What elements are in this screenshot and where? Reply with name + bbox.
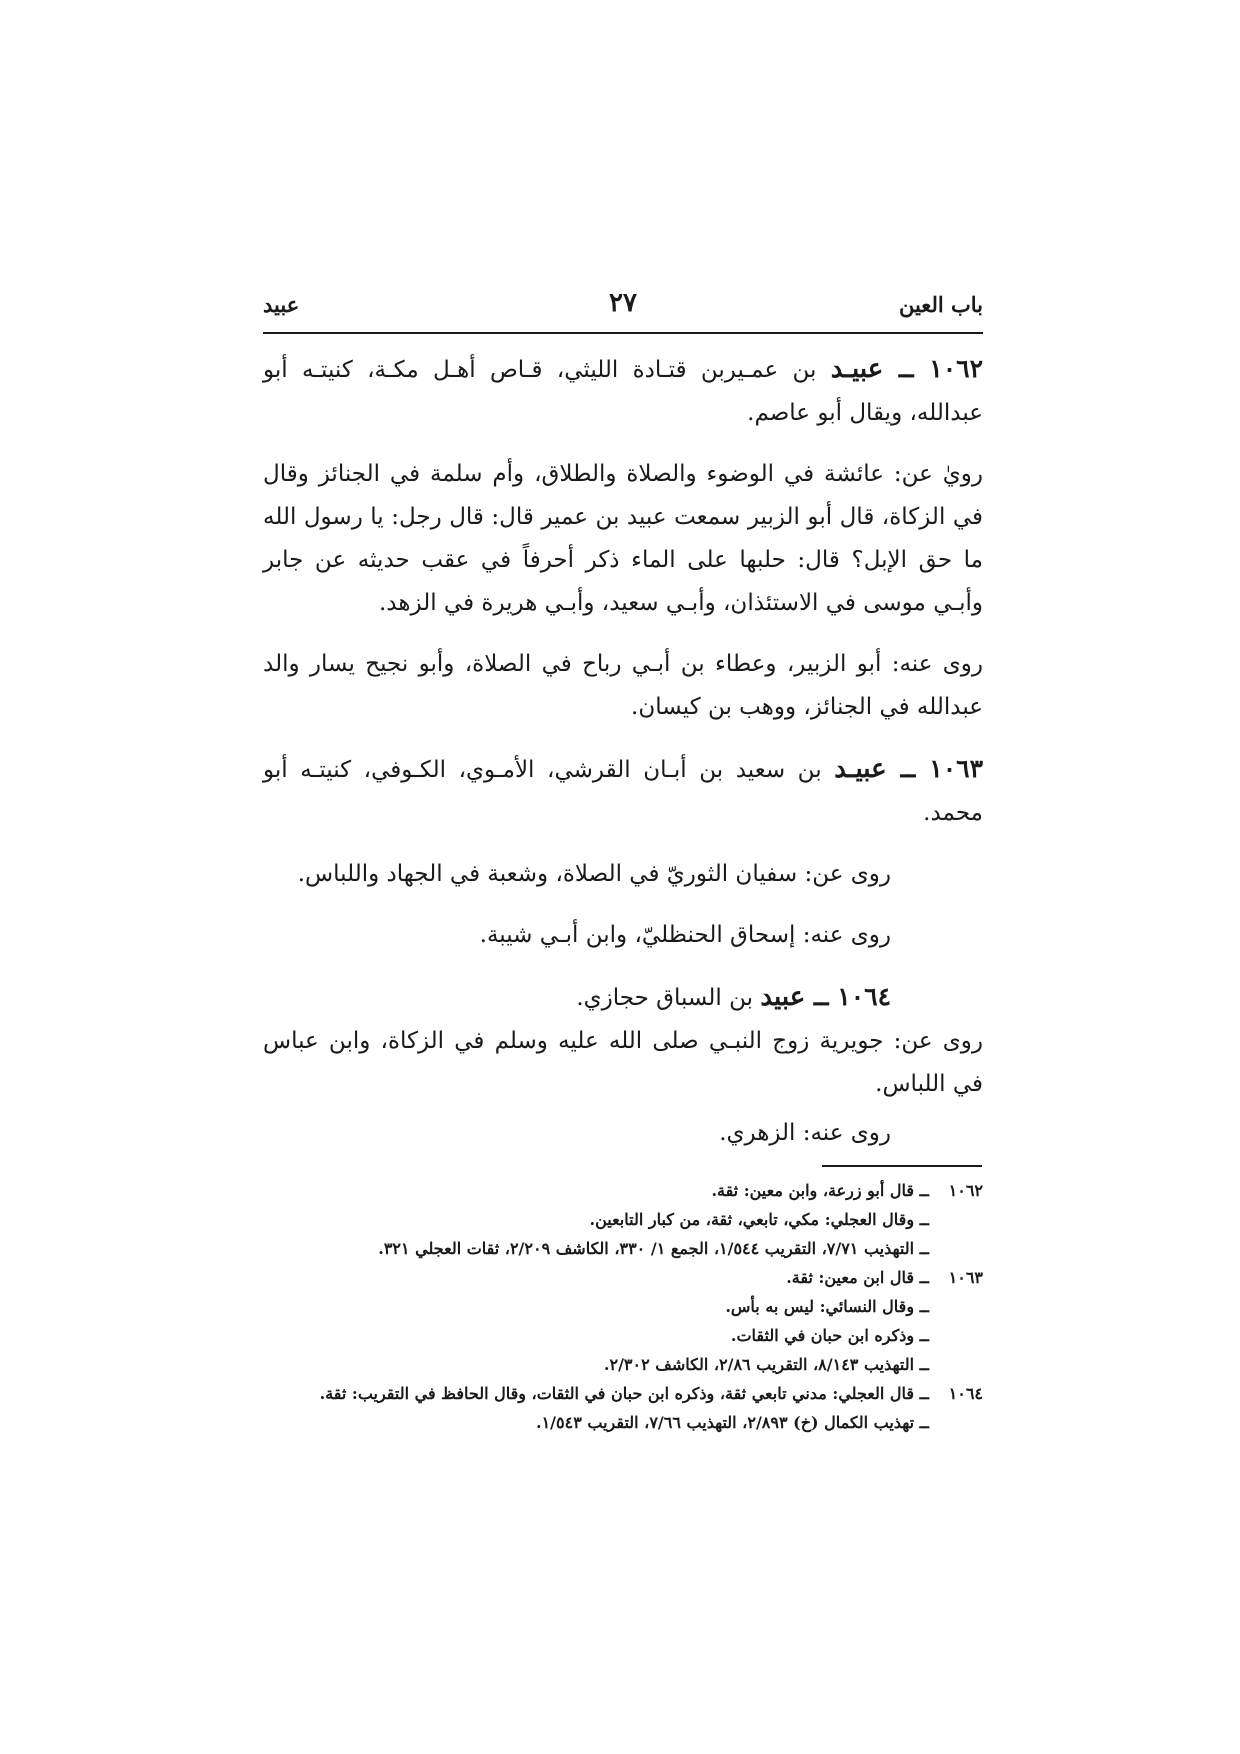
narrated-by: روى عنه: إسحاق الحنظليّ، وابن أبـي شيبة. <box>479 922 891 948</box>
footnote-line <box>263 1176 983 1205</box>
page-number: ٢٧ <box>609 288 637 318</box>
footnote-text: وذكره ابن حبان في الثقات. <box>730 1326 915 1345</box>
entry-dash: ــ <box>883 354 930 383</box>
footnote-line <box>263 1379 983 1408</box>
footnote-number: ١٠٦٤ <box>948 1384 983 1403</box>
footnote-dash: ــ <box>914 1326 929 1345</box>
entry-dash: ــ <box>805 982 838 1011</box>
narrated-by: روى عنه: الزهري. <box>719 1120 891 1146</box>
entry-name: عبيـد <box>834 754 887 784</box>
footnote-dash: ــ <box>914 1384 929 1403</box>
narrated-from: روى عن: جويرية زوج النبـي صلى الله عليه وسلم في الزكاة، وابن عباس في اللباس. <box>263 1028 983 1097</box>
chapter-title: باب العين <box>898 292 983 317</box>
entry-number: ١٠٦٤ <box>837 982 891 1011</box>
footnote-text: قال ابن معين: ثقة. <box>786 1268 915 1287</box>
entry-description: بن سعيد بن أبـان القرشي، الأمـوي، الكـوفي، كنيتـه أبو محمد. <box>263 757 983 826</box>
narrated-from: رويٰ عن: عائشة في الوضوء والصلاة والطلاق، وأم سلمة في الجنائز وقال في الزكاة، قال أبو الزبير سمعت عبيد بن عمير قال: قال رجل: يا رسول الله ما حق الإبل؟ قال: حلبها على الماء ذكر أحرفاً في عقب حديثه عن جابر وأبـي موسى في الاستئذان، وأبـي سعيد، وأبـي هريرة في الزهد. <box>263 461 983 616</box>
footnote-text: قال أبو زرعة، وابن معين: ثقة. <box>711 1181 915 1200</box>
entry-number: ١٠٦٢ <box>929 354 983 383</box>
footnote-dash: ــ <box>914 1268 929 1287</box>
footnote-text: قال العجلي: مدني تابعي ثقة، وذكره ابن حبان في الثقات، وقال الحافظ في التقريب: ثقة. <box>319 1384 915 1403</box>
footnote-line <box>263 1234 983 1263</box>
footnotes <box>263 1176 983 1437</box>
footnote-text: وقال العجلي: مكي، تابعي، ثقة، من كبار التابعين. <box>589 1210 915 1229</box>
entry-heading <box>263 747 983 835</box>
entry-number: ١٠٦٣ <box>929 754 983 783</box>
header-rule <box>263 332 983 334</box>
footnote-rule <box>822 1165 982 1167</box>
running-header <box>263 288 983 332</box>
entry-description: بن السباق حجازي. <box>576 985 761 1011</box>
footnote-text: تهذيب الكمال (خ) ٢/٨٩٣، التهذيب ٧/٦٦، التقريب ١/٥٤٣. <box>535 1413 915 1432</box>
entry-name: عبيـد <box>830 354 884 384</box>
main-text <box>263 347 983 1173</box>
entry-heading <box>263 975 983 1020</box>
footnote-number: ١٠٦٢ <box>948 1181 983 1200</box>
narrated-by: روى عنه: أبو الزبير، وعطاء بن أبـي رباح في الصلاة، وأبو نجيح يسار والد عبدالله في الجنائز، ووهب بن كيسان. <box>263 651 983 720</box>
entry-word: عبيد <box>263 292 300 317</box>
footnote-dash: ــ <box>914 1239 929 1258</box>
footnote-line <box>263 1263 983 1292</box>
entry-name: عبيد <box>760 982 806 1012</box>
footnote-text: وقال النسائي: ليس به بأس. <box>725 1297 915 1316</box>
narrated-from: روى عن: سفيان الثوريّ في الصلاة، وشعبة في الجهاد واللباس. <box>297 861 891 887</box>
footnote-text: التهذيب ٧/٧١، التقريب ١/٥٤٤، الجمع ١/ ٣٣٠، الكاشف ٢/٢٠٩، ثقات العجلي ٣٢١. <box>378 1239 915 1258</box>
footnote-line <box>263 1205 983 1234</box>
footnote-text: التهذيب ٨/١٤٣، التقريب ٢/٨٦، الكاشف ٢/٣٠٢. <box>603 1355 915 1374</box>
footnote-dash: ــ <box>914 1297 929 1316</box>
footnote-line <box>263 1350 983 1379</box>
footnote-number: ١٠٦٣ <box>948 1268 983 1287</box>
entry-heading <box>263 347 983 435</box>
entry-dash: ــ <box>886 754 930 783</box>
footnote-dash: ــ <box>914 1355 929 1374</box>
footnote-dash: ــ <box>914 1413 929 1432</box>
footnote-line <box>263 1321 983 1350</box>
footnote-dash: ــ <box>914 1181 929 1200</box>
entry-description: بن عمـيربن قتـادة الليثي، قـاص أهـل مكـة، كنيتـه أبو عبدالله، ويقال أبو عاصم. <box>263 357 983 426</box>
footnote-line <box>263 1292 983 1321</box>
footnote-line <box>263 1408 983 1437</box>
footnote-dash: ــ <box>914 1210 929 1229</box>
